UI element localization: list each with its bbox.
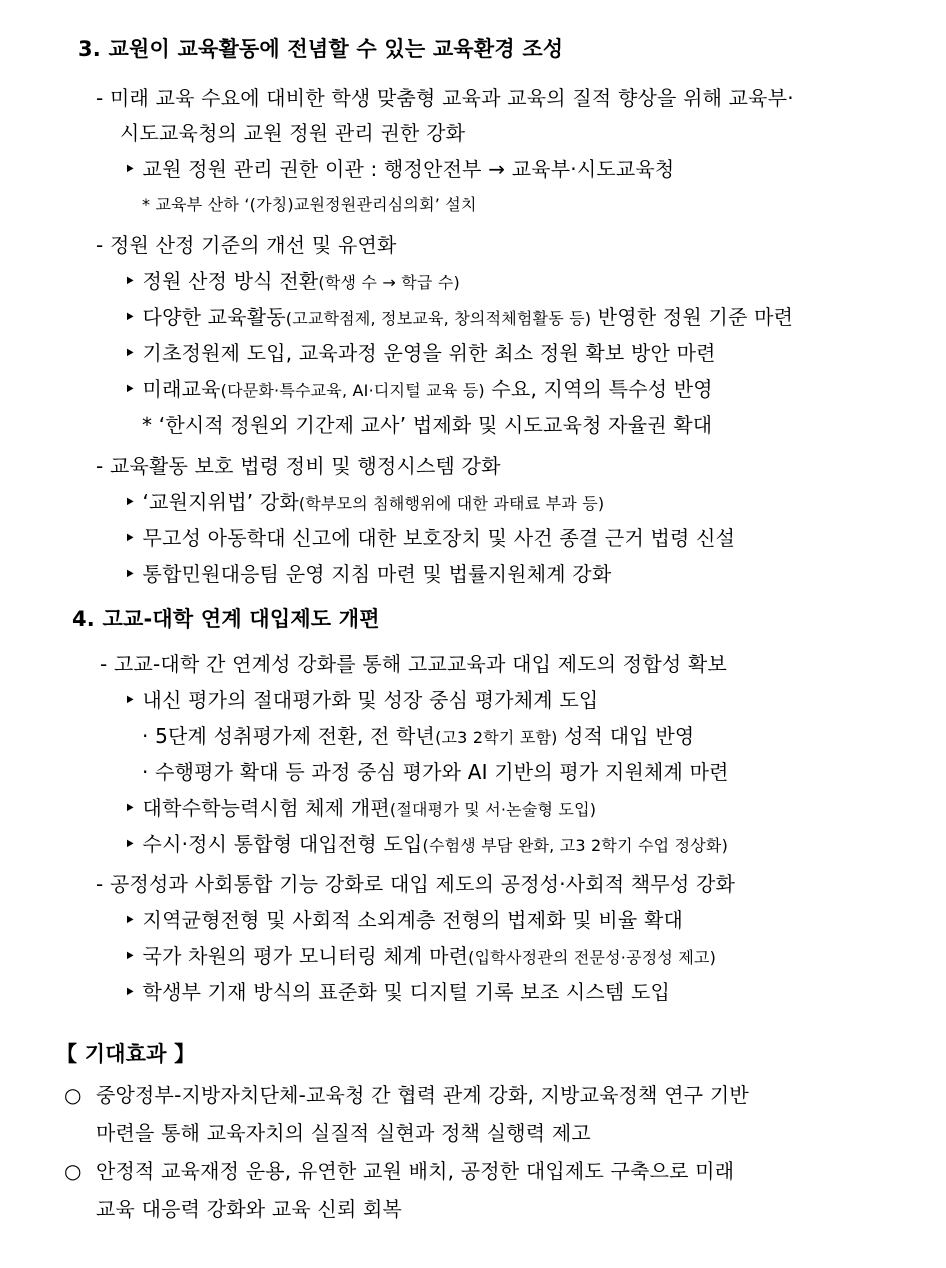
bullet-tail-text: 반영한 정원 기준 마련 (591, 305, 794, 329)
bullet-main-text: ‣ 수시·정시 통합형 대입전형 도입 (124, 832, 423, 856)
effects-bullet-1: ○ (64, 1083, 82, 1107)
section3-item2-bullet4 (124, 376, 713, 404)
effects-item2-line1: 안정적 교육재정 운용, 유연한 교원 배치, 공정한 대입제도 구축으로 미래 (96, 1159, 735, 1183)
bullet-small-text: (입학사정관의 전문성·공정성 제고) (468, 948, 717, 967)
effects-bullet-2: ○ (64, 1159, 82, 1183)
dot-tail-text: 성적 대입 반영 (557, 724, 695, 748)
section4-item2-bullet1: ‣ 지역균형전형 및 사회적 소외계층 전형의 법제화 및 비율 확대 (124, 908, 684, 932)
section3-item3-line1: - 교육활동 보호 법령 정비 및 행정시스템 강화 (96, 454, 501, 478)
bullet-small-text: (학생 수 → 학급 수) (318, 273, 460, 292)
section3-item2-bullet1 (124, 268, 460, 296)
bullet-main-text: ‣ 국가 차원의 평가 모니터링 체계 마련 (124, 944, 469, 968)
dot-main-text: · 5단계 성취평가제 전환, 전 학년 (142, 724, 436, 748)
section4-item1-dot2: · 수행평가 확대 등 과정 중심 평가와 AI 기반의 평가 지원체계 마련 (142, 760, 729, 784)
bullet-main-text: ‣ 미래교육 (124, 377, 221, 401)
effects-item1-line1: 중앙정부-지방자치단체-교육청 간 협력 관계 강화, 지방교육정책 연구 기반 (96, 1083, 749, 1107)
bullet-small-text: (수험생 부담 완화, 고3 2학기 수업 정상화) (422, 836, 729, 855)
bullet-small-text: (다문화·특수교육, AI·디지털 교육 등) (220, 381, 485, 400)
bullet-main-text: ‣ ‘교원지위법’ 강화 (124, 490, 299, 514)
section4-item1-line1: - 고교-대학 간 연계성 강화를 통해 고교교육과 대입 제도의 정합성 확보 (100, 652, 727, 676)
section3-item1-bullet1: ‣ 교원 정원 관리 권한 이관 : 행정안전부 → 교육부·시도교육청 (124, 157, 675, 181)
bullet-main-text: ‣ 정원 산정 방식 전환 (124, 269, 319, 293)
section4-item1-dot1 (142, 723, 694, 751)
section4-item1-bullet3 (124, 831, 728, 859)
section3-item3-bullet1 (124, 489, 604, 517)
dot-small-text: (고3 2학기 포함) (435, 728, 558, 747)
bullet-small-text: (절대평가 및 서·논술형 도입) (389, 800, 597, 819)
section4-item1-bullet2 (124, 795, 596, 823)
effects-item2-line2: 교육 대응력 강화와 교육 신뢰 회복 (96, 1197, 403, 1221)
section4-item2-bullet2 (124, 943, 716, 971)
section3-item3-bullet3: ‣ 통합민원대응팀 운영 지침 마련 및 법률지원체계 강화 (124, 562, 612, 586)
bullet-main-text: ‣ 대학수학능력시험 체제 개편 (124, 796, 390, 820)
section3-item2-note1: * ‘한시적 정원외 기간제 교사’ 법제화 및 시도교육청 자율권 확대 (142, 413, 713, 437)
bullet-small-text: (고교학점제, 정보교육, 창의적체험활동 등) (285, 309, 592, 328)
section3-item2-bullet2 (124, 304, 793, 332)
bullet-main-text: ‣ 다양한 교육활동 (124, 305, 286, 329)
section4-item1-bullet1: ‣ 내신 평가의 절대평가화 및 성장 중심 평가체계 도입 (124, 688, 599, 712)
section3-title: 3. 교원이 교육활동에 전념할 수 있는 교육환경 조성 (78, 37, 564, 61)
section3-item1-line1: - 미래 교육 수요에 대비한 학생 맞춤형 교육과 교육의 질적 향상을 위해 교육부· (96, 86, 794, 110)
effects-heading: 【 기대효과 】 (56, 1042, 196, 1066)
bullet-small-text: (학부모의 침해행위에 대한 과태료 부과 등) (298, 494, 605, 513)
section3-item1-note1: * 교육부 산하 ‘(가칭)교원정원관리심의회’ 설치 (142, 195, 477, 214)
effects-item1-line2: 마련을 통해 교육자치의 실질적 실현과 정책 실행력 제고 (96, 1121, 591, 1145)
section4-title: 4. 고교-대학 연계 대입제도 개편 (72, 607, 380, 631)
section4-item2-line1: - 공정성과 사회통합 기능 강화로 대입 제도의 공정성·사회적 책무성 강화 (96, 872, 736, 896)
section3-item2-bullet3: ‣ 기초정원제 도입, 교육과정 운영을 위한 최소 정원 확보 방안 마련 (124, 341, 716, 365)
section3-item1-line2: 시도교육청의 교원 정원 관리 권한 강화 (120, 121, 466, 145)
bullet-tail-text: 수요, 지역의 특수성 반영 (484, 377, 713, 401)
section4-item2-bullet3: ‣ 학생부 기재 방식의 표준화 및 디지털 기록 보조 시스템 도입 (124, 980, 671, 1004)
section3-item2-line1: - 정원 산정 기준의 개선 및 유연화 (96, 233, 397, 257)
section3-item3-bullet2: ‣ 무고성 아동학대 신고에 대한 보호장치 및 사건 종결 근거 법령 신설 (124, 526, 736, 550)
